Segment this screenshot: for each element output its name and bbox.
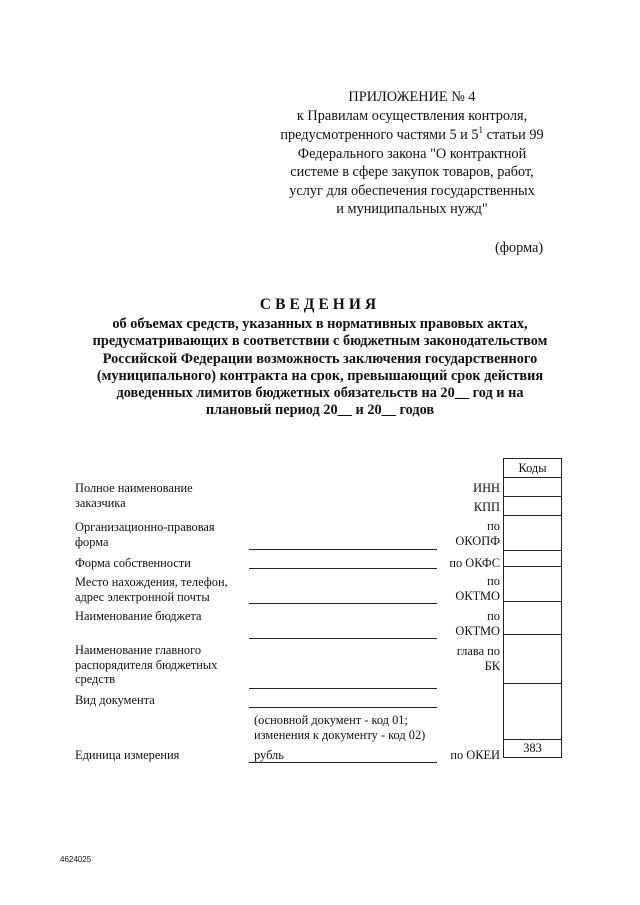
budget-manager-label: Наименование главного распорядителя бюджетных средств [75,643,218,687]
appendix-line: услуг для обеспечения государственных [289,183,535,199]
appendix-line: предусмотренного частями 5 и $5^1$ статьи 99 [280,125,544,143]
bk-code-cell[interactable] [504,635,562,684]
budget-manager-field[interactable] [249,688,437,689]
ownership-label: Форма собственности [75,556,191,570]
okei-label: по ОКЕИ [450,748,500,762]
ownership-field[interactable] [249,568,437,569]
subtitle-line: Российской Федерации возможность заключения государственного [102,350,538,367]
oktmo-budget-code-cell[interactable] [504,602,562,635]
kpp-code-cell[interactable] [504,497,562,516]
doc-type-code-cell[interactable] [504,684,562,740]
unit-value: рубль [254,748,284,762]
subtitle-line: об объемах средств, указанных в нормативных правовых актах, [112,316,528,332]
doc-type-label: Вид документа [75,693,155,707]
org-form-field[interactable] [249,549,437,550]
bk-label: глава по БК [456,644,500,673]
appendix-title: ПРИЛОЖЕНИЕ № 4 [348,89,476,105]
subtitle-line: доведенных лимитов бюджетных обязательств на 20__ год и на [116,385,524,402]
unit-label: Единица измерения [75,748,180,762]
customer-label: Полное наименование заказчика [75,481,193,510]
okopf-code-cell[interactable] [504,516,562,551]
doc-type-field[interactable] [249,707,437,708]
inn-label: ИНН [473,481,500,495]
appendix-line: к Правилам осуществления контроля, [296,108,528,124]
inn-code-cell[interactable] [504,478,562,497]
form-note: (форма) [495,240,544,256]
budget-label: Наименование бюджета [75,609,202,623]
appendix-line: Федерального закона "О контрактной [297,146,527,162]
subtitle-line: (муниципального) контракта на срок, превышающий срок действия [96,367,544,384]
kpp-label: КПП [473,500,500,514]
org-form-label: Организационно-правовая форма [75,520,215,549]
oktmo-budget-label: по ОКТМО [455,609,500,638]
subtitle-line: плановый период 20__ и 20__ годов [205,402,435,419]
appendix-line: системе в сфере закупок товаров, работ, [290,164,534,180]
oktmo-location-label: по ОКТМО [455,574,500,603]
location-field[interactable] [249,603,437,604]
budget-field[interactable] [249,638,437,639]
document-subtitle [0,316,640,420]
subtitle-line: предусматривающих в соответствии с бюджетным законодательством [92,333,548,350]
okei-code-cell: 383 [504,740,562,758]
okopf-label: по ОКОПФ [455,519,500,548]
codes-header: Коды [504,459,562,478]
oktmo-location-code-cell[interactable] [504,567,562,602]
codes-table [503,458,562,758]
location-label: Место нахождения, телефон, адрес электронной почты [75,575,228,604]
doc-type-note: (основной документ - код 01; изменения к документу - код 02) [254,713,426,742]
okfs-label: по ОКФС [449,556,500,570]
document-title: СВЕДЕНИЯ [259,296,381,313]
footer-code: 4624025 [60,855,92,864]
appendix-line: и муниципальных нужд" [336,201,488,217]
okfs-code-cell[interactable] [504,551,562,567]
